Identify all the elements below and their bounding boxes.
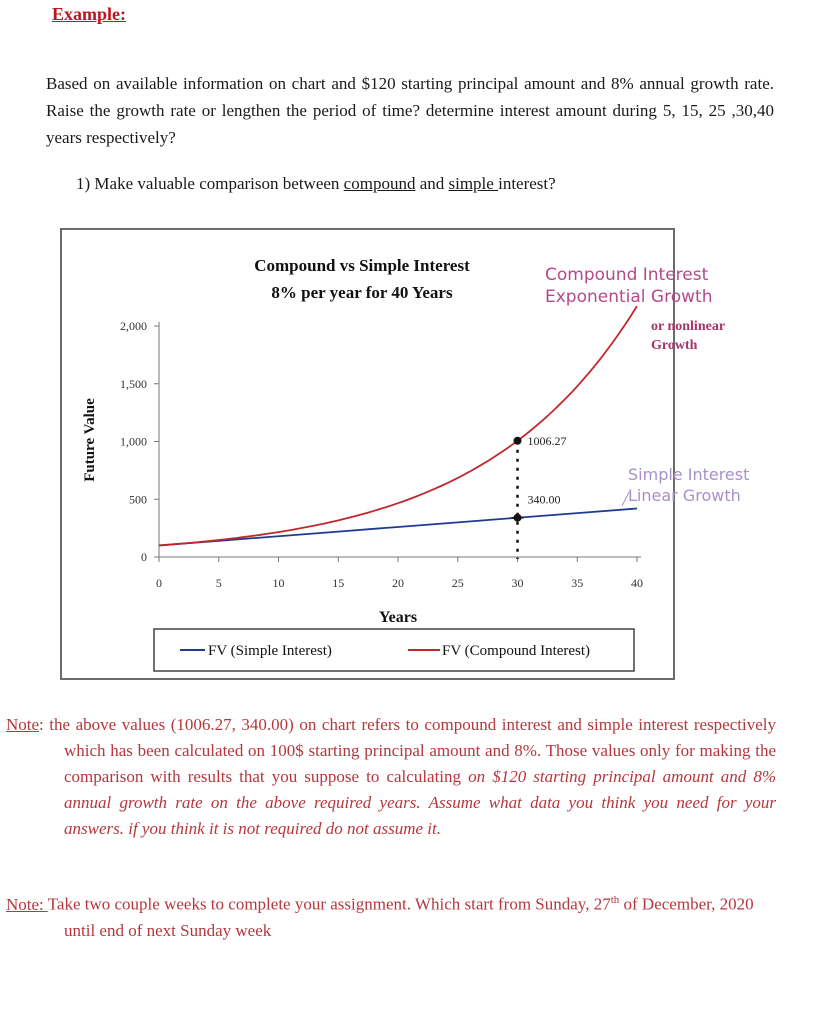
nonlinear-annotation-line1: or nonlinear	[651, 319, 726, 334]
note-1-label: Note	[6, 715, 40, 734]
x-tick-label: 20	[392, 576, 404, 590]
question-1	[76, 170, 556, 197]
question-word-simple: simple	[448, 174, 499, 193]
note-2-text: Take two couple weeks to complete your assignment. Which start from Sunday, 27	[47, 894, 611, 914]
chart-frame	[60, 228, 750, 680]
chart-series	[159, 306, 637, 545]
legend-simple-label: FV (Simple Interest)	[208, 643, 332, 659]
question-text-pre: Make valuable comparison between	[94, 174, 344, 193]
x-tick-label: 25	[451, 576, 464, 590]
question-text-mid: and	[415, 174, 449, 193]
simple-annotation-line2: Linear Growth	[628, 486, 741, 505]
y-tick-label: 1,500	[120, 376, 147, 391]
note-1	[6, 712, 776, 842]
example-heading: Example:	[52, 4, 126, 24]
note-1-text-on: on	[468, 767, 493, 786]
question-word-compound: compound	[343, 174, 416, 193]
chart-title: Compound vs Simple Interest	[254, 256, 470, 275]
legend-compound-label: FV (Compound Interest)	[442, 643, 591, 659]
x-tick-label: 0	[156, 576, 162, 590]
note-1-text: : the above values (1006.27, 340.00) on chart refers to compound interest and simple interest respectively which has been calculated on 100$ starting principal amount and 8%. Those values only for making the comparison with results that you suppose to calculating	[39, 715, 776, 786]
x-tick-label: 5	[215, 576, 222, 590]
x-tick-label: 40	[631, 576, 643, 590]
marker-label: 1006.27	[527, 433, 567, 448]
x-tick-label: 10	[272, 576, 285, 590]
chart-markers	[512, 434, 567, 559]
x-axis-label: Years	[378, 609, 418, 626]
chart-axes	[120, 319, 643, 590]
note-1-text-italic: $120 starting principal amount and 8% annual growth rate on the above required years. Assume what data you think you need for your answers. if you think it is not required do not assume it.	[64, 767, 776, 838]
marker-label: 340.00	[527, 492, 561, 507]
y-tick-label: 500	[129, 492, 147, 507]
interest-chart	[62, 230, 750, 678]
note-2-label: Note:	[6, 894, 48, 914]
y-tick-label: 2,000	[120, 319, 147, 333]
intro-paragraph: Based on available information on chart and $120 starting principal amount and 8% annual growth rate. Raise the growth rate or lengthen the period of time? determine interest amount during 5, 15, 25 ,30,40 years respectively?	[46, 74, 774, 147]
question-text-post: interest?	[498, 174, 556, 193]
compound-annotation-line2: Exponential Growth	[545, 287, 713, 307]
nonlinear-annotation-line2: Growth	[651, 338, 698, 353]
y-tick-label: 0	[141, 550, 147, 564]
x-tick-label: 15	[332, 576, 345, 590]
simple-annotation-line1: Simple Interest	[628, 465, 750, 484]
compound-interest-line	[159, 306, 637, 545]
compound-annotation-line1: Compound Interest	[545, 265, 709, 285]
chart-subtitle: 8% per year for 40 Years	[271, 283, 453, 302]
simple-interest-line	[159, 508, 637, 545]
y-tick-label: 1,000	[120, 434, 147, 449]
note-2	[6, 887, 776, 944]
y-axis-label: Future Value	[82, 398, 98, 482]
note-2-superscript: th	[610, 894, 620, 906]
x-tick-label: 30	[511, 576, 524, 590]
note-2-text-end: of December, 2020 until end of next Sunday week	[64, 894, 754, 940]
question-number: 1)	[76, 174, 91, 193]
x-tick-label: 35	[571, 576, 584, 590]
marker-point	[514, 437, 522, 445]
